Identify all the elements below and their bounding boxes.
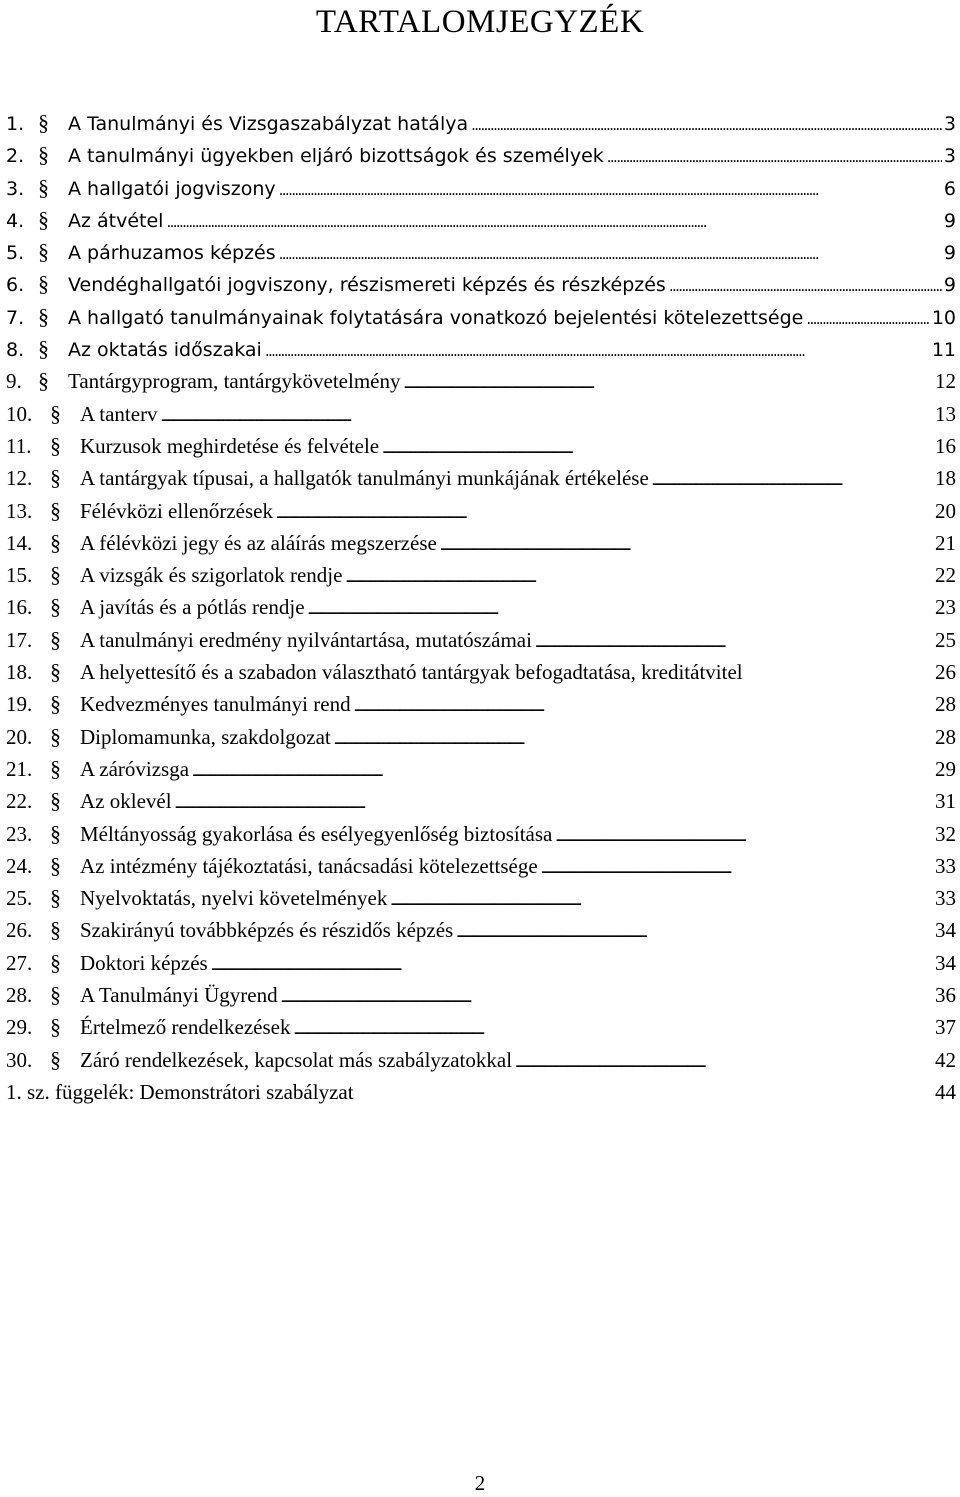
entry-number: 5. xyxy=(6,242,25,265)
entry-title: Az intézmény tájékoztatási, tanácsadási kötelezettsége xyxy=(80,853,538,878)
toc-entry[interactable] xyxy=(6,139,956,171)
section-sign: § xyxy=(50,562,61,588)
section-sign: § xyxy=(50,400,61,426)
section-sign: § xyxy=(38,110,49,135)
entry-number: 25. xyxy=(6,886,33,911)
entry-title: Az oktatás időszakai xyxy=(68,339,262,362)
section-sign: § xyxy=(38,239,49,265)
entry-title: Félévközi ellenőrzések xyxy=(80,498,273,523)
section-sign: § xyxy=(38,174,49,200)
entry-number: 11. xyxy=(6,433,32,458)
entry-page: 26 xyxy=(935,660,956,685)
toc-entry[interactable] xyxy=(6,688,956,720)
dot-leader xyxy=(279,237,942,270)
dot-leader xyxy=(440,527,933,562)
toc-entry[interactable] xyxy=(6,818,956,850)
entry-title: A hallgató tanulmányainak folytatására vonatkozó bejelentési kötelezettsége xyxy=(68,306,804,329)
entry-page: 12 xyxy=(935,369,956,394)
toc-entry[interactable] xyxy=(6,785,956,817)
toc-entry[interactable] xyxy=(6,398,956,430)
entry-page: 42 xyxy=(935,1047,956,1072)
entry-title: Értelmező rendelkezések xyxy=(80,1015,291,1040)
section-sign: § xyxy=(50,852,61,878)
toc-entry[interactable] xyxy=(6,656,956,688)
entry-number: 6. xyxy=(6,274,25,297)
entry-page: 9 xyxy=(943,274,956,297)
entry-page: 3 xyxy=(943,145,956,168)
toc-entry[interactable] xyxy=(6,624,956,656)
table-of-contents xyxy=(6,107,956,1108)
entry-page: 10 xyxy=(931,306,956,329)
toc-entry[interactable] xyxy=(6,333,956,365)
entry-page: 37 xyxy=(935,1015,956,1040)
dot-leader xyxy=(192,753,933,788)
dot-leader xyxy=(279,173,942,206)
entry-number: 22. xyxy=(6,789,33,814)
entry-title: Az átvétel xyxy=(68,209,164,232)
section-sign: § xyxy=(50,982,61,1008)
dot-leader xyxy=(607,140,942,173)
entry-number: 20. xyxy=(6,724,33,749)
toc-entry[interactable] xyxy=(6,882,956,914)
appendix-page: 44 xyxy=(935,1079,956,1104)
dot-leader xyxy=(390,882,933,917)
toc-entry[interactable] xyxy=(6,430,956,462)
section-sign: § xyxy=(38,271,49,297)
toc-entry[interactable] xyxy=(6,591,956,623)
dot-leader xyxy=(293,1011,933,1046)
toc-entry[interactable] xyxy=(6,107,956,139)
entry-number: 30. xyxy=(6,1047,33,1072)
entry-page: 9 xyxy=(943,209,956,232)
dot-leader xyxy=(541,850,933,885)
section-sign: § xyxy=(50,594,61,620)
entry-title: A záróvizsga xyxy=(80,756,190,781)
section-sign: § xyxy=(50,659,61,685)
dot-leader xyxy=(806,302,929,335)
section-sign: § xyxy=(38,142,49,168)
section-sign: § xyxy=(50,432,61,458)
entry-title: Az oklevél xyxy=(80,789,172,814)
section-sign: § xyxy=(50,1014,61,1040)
toc-entry[interactable] xyxy=(6,268,956,300)
entry-number: 10. xyxy=(6,401,33,426)
section-sign: § xyxy=(50,497,61,523)
entry-page: 31 xyxy=(935,789,956,814)
dot-leader xyxy=(161,398,933,433)
entry-page: 9 xyxy=(943,242,956,265)
dot-leader xyxy=(354,688,933,723)
toc-entry[interactable] xyxy=(6,527,956,559)
page-number: 2 xyxy=(474,1471,486,1495)
entry-page: 33 xyxy=(935,853,956,878)
dot-leader xyxy=(281,979,933,1014)
entry-number: 19. xyxy=(6,692,33,717)
entry-number: 28. xyxy=(6,983,33,1008)
entry-title: Nyelvoktatás, nyelvi követelmények xyxy=(80,886,388,911)
dot-leader xyxy=(211,947,933,982)
entry-title: Doktori képzés xyxy=(80,950,208,975)
entry-number: 14. xyxy=(6,530,33,555)
toc-entry[interactable] xyxy=(6,721,956,753)
entry-page: 18 xyxy=(935,466,956,491)
entry-number: 26. xyxy=(6,918,33,943)
section-sign: § xyxy=(50,529,61,555)
dot-leader xyxy=(403,365,933,400)
entry-number: 1. xyxy=(6,113,25,135)
entry-page: 28 xyxy=(935,692,956,717)
section-sign: § xyxy=(50,755,61,781)
toc-entry[interactable] xyxy=(6,947,956,979)
dot-leader xyxy=(555,818,933,853)
entry-number: 29. xyxy=(6,1015,33,1040)
entry-page: 36 xyxy=(935,983,956,1008)
entry-number: 13. xyxy=(6,498,33,523)
dot-leader xyxy=(265,334,930,367)
entry-title: A helyettesítő és a szabadon választható tantárgyak befogadtatása, kreditátvitel xyxy=(80,660,743,685)
entry-title: Vendéghallgatói jogviszony, részismereti képzés és részképzés xyxy=(68,274,666,297)
dot-leader xyxy=(652,462,933,497)
dot-leader xyxy=(276,495,933,530)
entry-title: A tanulmányi ügyekben eljáró bizottságok és személyek xyxy=(68,145,604,168)
toc-entry[interactable] xyxy=(6,850,956,882)
entry-title: A félévközi jegy és az aláírás megszerzése xyxy=(80,530,437,555)
page-title: TARTALOMJEGYZÉK xyxy=(315,4,645,40)
toc-entry[interactable] xyxy=(6,914,956,946)
section-sign: § xyxy=(38,303,49,329)
entry-title: A hallgatói jogviszony xyxy=(68,177,276,200)
entry-title: A Tanulmányi és Vizsgaszabályzat hatálya xyxy=(68,113,469,135)
entry-number: 12. xyxy=(6,466,33,491)
entry-page: 23 xyxy=(935,595,956,620)
entry-page: 16 xyxy=(935,433,956,458)
dot-leader xyxy=(175,785,933,820)
section-sign: § xyxy=(38,368,49,394)
entry-title: Diplomamunka, szakdolgozat xyxy=(80,724,331,749)
entry-title: A tanterv xyxy=(80,401,158,426)
section-sign: § xyxy=(38,336,49,362)
entry-title: A Tanulmányi Ügyrend xyxy=(80,983,278,1008)
entry-number: 21. xyxy=(6,756,33,781)
toc-entry[interactable] xyxy=(6,462,956,494)
entry-number: 2. xyxy=(6,145,25,168)
entry-title: Záró rendelkezések, kapcsolat más szabályzatokkal xyxy=(80,1047,513,1072)
entry-number: 9. xyxy=(6,369,22,394)
entry-page: 33 xyxy=(935,886,956,911)
entry-page: 13 xyxy=(935,401,956,426)
entry-title: A párhuzamos képzés xyxy=(68,242,276,265)
entry-number: 24. xyxy=(6,853,33,878)
toc-entry[interactable] xyxy=(6,204,956,236)
entry-number: 23. xyxy=(6,821,33,846)
entry-number: 4. xyxy=(6,209,25,232)
entry-number: 7. xyxy=(6,306,25,329)
section-sign: § xyxy=(50,691,61,717)
entry-page: 11 xyxy=(931,339,956,362)
entry-number: 17. xyxy=(6,627,33,652)
section-sign: § xyxy=(50,1046,61,1072)
dot-leader xyxy=(456,914,933,949)
entry-page: 28 xyxy=(935,724,956,749)
section-sign: § xyxy=(50,949,61,975)
toc-entry[interactable] xyxy=(6,365,956,397)
dot-leader xyxy=(345,559,933,594)
entry-page: 6 xyxy=(943,177,956,200)
entry-number: 3. xyxy=(6,177,25,200)
toc-entry[interactable] xyxy=(6,1011,956,1043)
section-sign: § xyxy=(50,820,61,846)
appendix-title: 1. sz. függelék: Demonstrátori szabályzat xyxy=(6,1079,354,1104)
dot-leader xyxy=(471,108,942,141)
entry-page: 25 xyxy=(935,627,956,652)
section-sign: § xyxy=(50,917,61,943)
entry-page: 34 xyxy=(935,950,956,975)
entry-title: Tantárgyprogram, tantárgykövetelmény xyxy=(68,369,401,394)
entry-number: 18. xyxy=(6,660,33,685)
entry-page: 29 xyxy=(935,756,956,781)
dot-leader xyxy=(308,591,933,626)
section-sign: § xyxy=(50,723,61,749)
section-sign: § xyxy=(38,206,49,232)
toc-entry[interactable] xyxy=(6,1044,956,1076)
entry-page: 34 xyxy=(935,918,956,943)
toc-entry[interactable] xyxy=(6,301,956,333)
entry-page: 21 xyxy=(935,530,956,555)
entry-title: A tanulmányi eredmény nyilvántartása, mutatószámai xyxy=(80,627,532,652)
dot-leader xyxy=(535,624,933,659)
entry-page: 20 xyxy=(935,498,956,523)
entry-page: 32 xyxy=(935,821,956,846)
entry-title: A tantárgyak típusai, a hallgatók tanulmányi munkájának értékelése xyxy=(80,466,649,491)
dot-leader xyxy=(166,205,941,238)
entry-number: 15. xyxy=(6,563,33,588)
entry-number: 8. xyxy=(6,339,25,362)
entry-number: 27. xyxy=(6,950,33,975)
toc-entry[interactable] xyxy=(6,236,956,268)
entry-title: A javítás és a pótlás rendje xyxy=(80,595,305,620)
toc-entry[interactable] xyxy=(6,495,956,527)
dot-leader xyxy=(515,1044,933,1079)
section-sign: § xyxy=(50,626,61,652)
toc-entry[interactable] xyxy=(6,979,956,1011)
toc-entry[interactable] xyxy=(6,559,956,591)
toc-entry[interactable] xyxy=(6,172,956,204)
entry-title: Szakirányú továbbképzés és részidős képzés xyxy=(80,918,454,943)
dot-leader xyxy=(382,430,933,465)
section-sign: § xyxy=(50,885,61,911)
entry-number: 16. xyxy=(6,595,33,620)
dot-leader xyxy=(669,269,942,302)
entry-title: Kedvezményes tanulmányi rend xyxy=(80,692,351,717)
toc-appendix-entry[interactable] xyxy=(6,1076,956,1108)
dot-leader xyxy=(334,721,933,756)
entry-page: 22 xyxy=(935,563,956,588)
entry-title: A vizsgák és szigorlatok rendje xyxy=(80,563,343,588)
toc-entry[interactable] xyxy=(6,753,956,785)
section-sign: § xyxy=(50,788,61,814)
entry-title: Kurzusok meghirdetése és felvétele xyxy=(80,433,380,458)
section-sign: § xyxy=(50,465,61,491)
entry-title: Méltányosság gyakorlása és esélyegyenlőség biztosítása xyxy=(80,821,553,846)
entry-page: 3 xyxy=(943,113,956,135)
